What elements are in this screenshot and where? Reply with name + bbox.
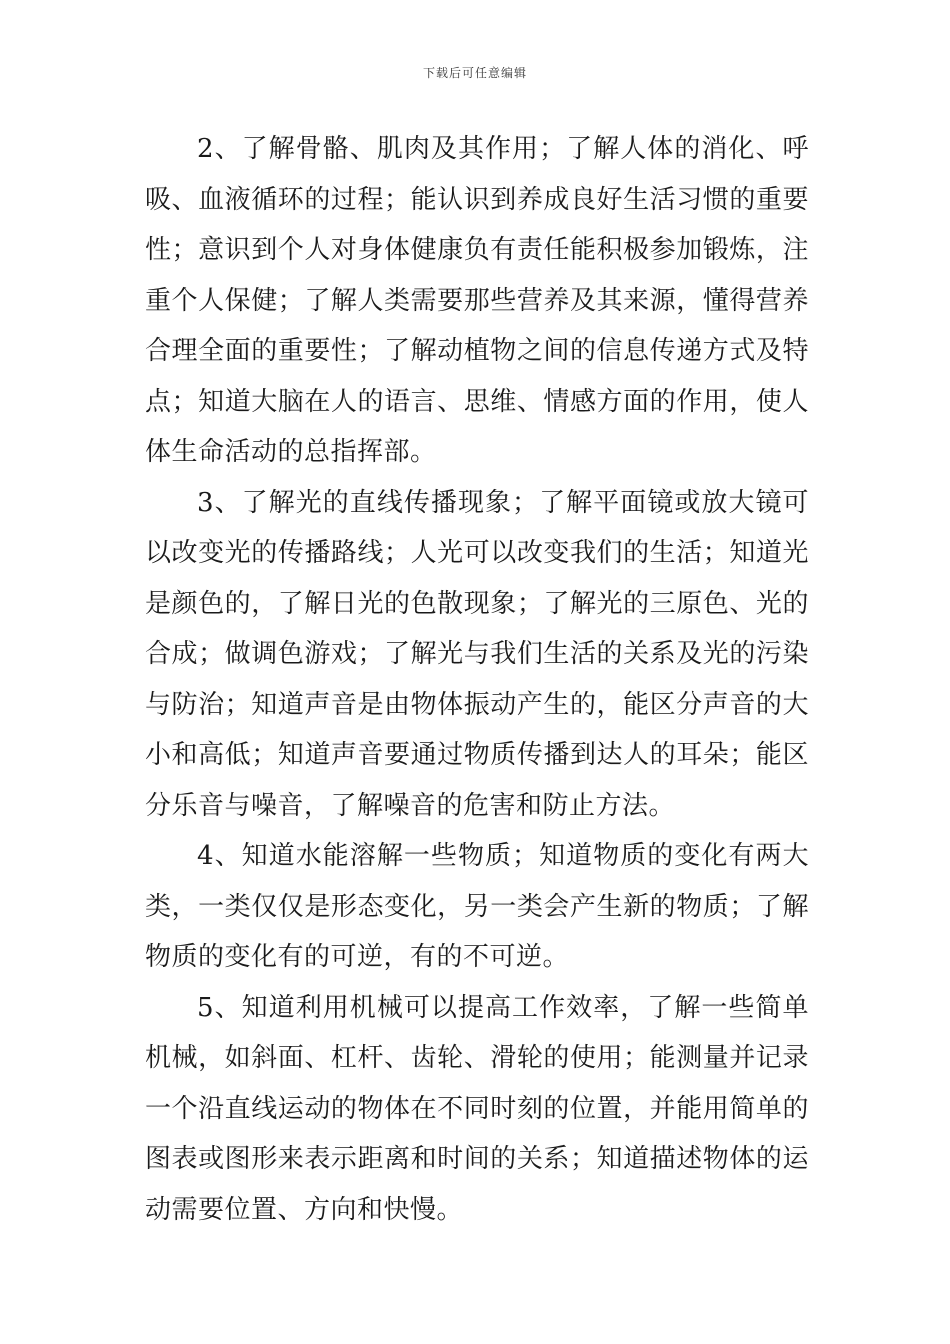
paragraph-item-5: 5、知道利用机械可以提高工作效率，了解一些简单机械，如斜面、杠杆、齿轮、滑轮的使用；能测量并记录一个沿直线运动的物体在不同时刻的位置，并能用简单的图表或图形来表示距离和时间的关系；知道描述物体的运动需要位置、方向和快慢。 [145, 992, 809, 1225]
paragraph-item-2: 2、了解骨骼、肌肉及其作用；了解人体的消化、呼吸、血液循环的过程；能认识到养成良好生活习惯的重要性；意识到个人对身体健康负有责任能积极参加锻炼，注重个人保健；了解人类需要那些营养及其来源，懂得营养合理全面的重要性；了解动植物之间的信息传递方式及特点；知道大脑在人的语言、思维、情感方面的作用，使人体生命活动的总指挥部。 [145, 134, 809, 467]
page-header-note: 下载后可任意编辑 [422, 66, 527, 80]
document-body [145, 124, 809, 1235]
paragraph-item-4: 4、知道水能溶解一些物质；知道物质的变化有两大类，一类仅仅是形态变化，另一类会产生新的物质；了解物质的变化有的可逆，有的不可逆。 [145, 841, 809, 972]
paragraph-item-3: 3、了解光的直线传播现象；了解平面镜或放大镜可以改变光的传播路线；人光可以改变我们的生活；知道光是颜色的，了解日光的色散现象；了解光的三原色、光的合成；做调色游戏；了解光与我们生活的关系及光的污染与防治；知道声音是由物体振动产生的，能区分声音的大小和高低；知道声音要通过物质传播到达人的耳朵；能区分乐音与噪音，了解噪音的危害和防止方法。 [145, 487, 809, 821]
